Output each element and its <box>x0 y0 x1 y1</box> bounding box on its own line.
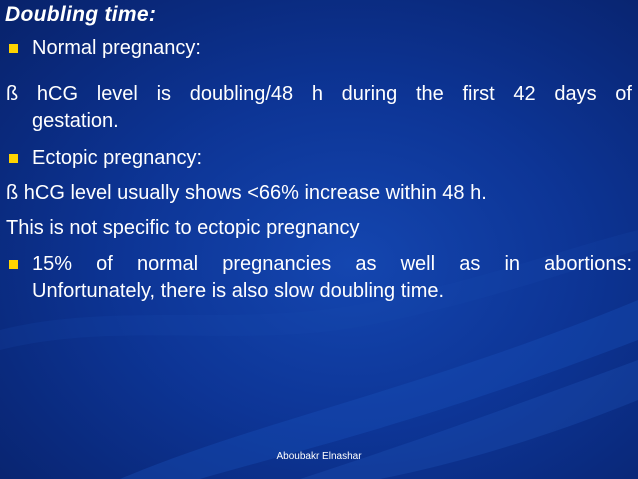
normal-pregnancy-heading: Normal pregnancy: <box>32 37 201 59</box>
ectopic-pregnancy-text: ß hCG level usually shows <66% increase within 48 h. <box>6 182 487 204</box>
normal-pregnancy-text-line1: ß hCG level is doubling/48 h during the first 42 days of <box>6 83 632 105</box>
percent-text-line1: 15% of normal pregnancies as well as in abortions: <box>32 253 632 275</box>
bullet-icon <box>9 44 18 53</box>
footer-author: Aboubakr Elnashar <box>276 451 362 462</box>
ectopic-pregnancy-heading: Ectopic pregnancy: <box>32 147 203 169</box>
not-specific-text: This is not specific to ectopic pregnancy <box>6 217 360 239</box>
normal-pregnancy-text-line2: gestation. <box>32 110 119 132</box>
percent-text-line2: Unfortunately, there is also slow doubling time. <box>32 280 445 302</box>
slide-title: Doubling time: <box>5 3 157 26</box>
bullet-icon <box>9 154 18 163</box>
bullet-icon <box>9 260 18 269</box>
